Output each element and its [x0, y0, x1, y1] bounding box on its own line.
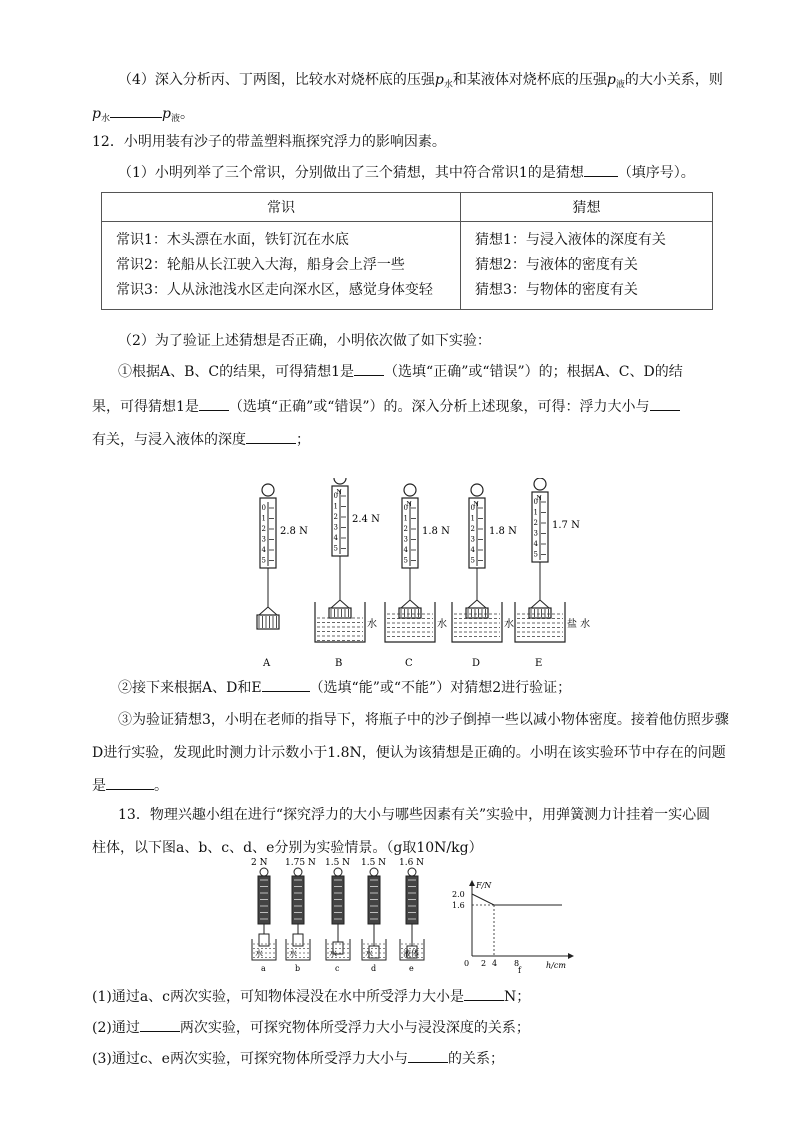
panel-letter: f	[518, 966, 521, 974]
scale-tick-label: 2	[470, 525, 475, 533]
force-reading: 1.8 N	[422, 526, 450, 537]
q11-part4-line2: $p_水$ $p_液$。	[92, 106, 194, 124]
facts-guesses-table	[101, 192, 713, 310]
panel-letter: C	[405, 658, 413, 669]
scale-tick-label: 2	[403, 525, 408, 533]
scale-tick-label: 5	[403, 556, 408, 565]
scale-body	[292, 876, 304, 924]
scale-ring	[534, 478, 546, 490]
panel-letter: c	[335, 964, 340, 973]
panel-letter: E	[535, 658, 543, 669]
x-axis-label: h/cm	[546, 961, 566, 970]
sand-bottle	[529, 608, 551, 618]
scale-ring	[262, 484, 274, 496]
spring-scale	[452, 484, 517, 669]
cylinder	[259, 934, 269, 946]
force-reading: 1.75 N	[285, 858, 316, 868]
facts-cell	[102, 222, 461, 310]
guess-3: 猜想3：与物体的密度有关	[475, 282, 638, 298]
scale-tick-label: 3	[533, 529, 538, 538]
answer-blank[interactable]	[110, 105, 162, 118]
scale-tick-label: 2	[261, 525, 266, 533]
q12-step1-line2: 果，可得猜想1是 （选填“正确”或“错误”）的。深入分析上述现象，可得：浮力大小与	[92, 397, 710, 419]
scale-ring	[370, 868, 378, 876]
panel-letter: b	[295, 964, 301, 973]
small-spring-scale	[361, 858, 386, 973]
x-tick-label: 4	[492, 959, 498, 968]
scale-body	[368, 876, 380, 924]
x-tick-label: 2	[481, 959, 487, 968]
q12-step1-line3: 有关，与浸入液体的深度 ；	[92, 432, 310, 448]
sand-bottle	[257, 615, 279, 629]
scale-tick-label: 1	[333, 502, 338, 511]
answer-blank[interactable]	[262, 679, 310, 692]
panel-letter: d	[371, 964, 377, 973]
panel-letter: a	[261, 964, 266, 973]
q12-step3-line2: D进行实验，发现此时测力计示数小于1.8N，便认为该猜想是正确的。小明在该实验环节中存在的问题	[92, 745, 726, 761]
panel-letter: e	[409, 964, 414, 973]
fact-1: 常识1：木头漂在水面，铁钉沉在水底	[116, 232, 349, 248]
small-spring-scale	[325, 858, 350, 973]
small-spring-scale	[399, 858, 424, 973]
scale-tick-label: 4	[333, 534, 338, 542]
liquid-label: 水	[329, 949, 337, 958]
buoyancy-experiment-figure	[240, 856, 590, 974]
q13-part2: (2)通过 两次实验，可探究物体所受浮力大小与浸没深度的关系；	[92, 1020, 530, 1036]
guess-2: 猜想2：与液体的密度有关	[475, 257, 638, 273]
q13-part3: (3)通过c、e两次实验，可探究物体所受浮力大小与 的关系；	[92, 1051, 504, 1067]
bottle-strings	[331, 600, 349, 608]
scale-tick-label: 0	[403, 504, 408, 512]
force-reading: 1.5 N	[325, 858, 351, 868]
liquid-label: 液体	[403, 949, 419, 958]
force-reading: 1.5 N	[361, 858, 387, 868]
fact-2: 常识2：轮船从长江驶入大海，船身会上浮一些	[116, 257, 405, 273]
bottle-strings	[401, 600, 419, 608]
y-tick-label: 1.6	[452, 901, 465, 910]
y-axis-arrow	[469, 880, 475, 886]
guesses-cell	[461, 222, 713, 310]
q12-title: 12．小明用装有沙子的带盖塑料瓶探究浮力的影响因素。	[92, 134, 446, 150]
small-spring-scale	[285, 858, 316, 973]
scale-ring	[471, 484, 483, 496]
force-reading: 2.8 N	[280, 526, 308, 537]
q12-step3-line3: 是 。	[92, 778, 168, 794]
scale-tick-label: 1	[470, 514, 475, 523]
liquid-label: 盐 水	[567, 619, 590, 630]
liquid-label: 水	[289, 949, 297, 958]
q13-line1: 13．物理兴趣小组在进行“探究浮力的大小与哪些因素有关”实验中，用弹簧测力计挂着一实心圆	[118, 807, 711, 823]
scale-tick-label: 3	[261, 535, 266, 544]
answer-blank[interactable]	[584, 164, 618, 177]
scale-tick-label: 0	[470, 504, 475, 512]
liquid-label: 水	[437, 619, 447, 630]
liquid-label: 水	[255, 949, 263, 958]
pressure-symbol: p	[434, 72, 444, 88]
spring-scale	[257, 484, 308, 669]
q13-line2: 柱体，以下图a、b、c、d、e分别为实验情景。（g取10N/kg）	[92, 840, 483, 856]
scale-tick-label: 0	[533, 498, 538, 506]
bottle-strings	[259, 607, 277, 615]
answer-blank[interactable]	[199, 398, 229, 411]
force-reading: 2 N	[251, 858, 268, 868]
scale-body	[258, 876, 270, 924]
force-reading: 1.7 N	[552, 520, 580, 531]
scale-tick-label: 2	[533, 519, 538, 527]
q12-part2: （2）为了验证上述猜想是否正确，小明依次做了如下实验：	[118, 333, 491, 349]
scale-tick-label: 1	[261, 514, 266, 523]
scale-body	[406, 876, 418, 924]
table-header-guesses: 猜想	[461, 193, 713, 222]
answer-blank[interactable]	[140, 1019, 180, 1032]
force-depth-graph	[452, 880, 574, 974]
scale-tick-label: 2	[333, 513, 338, 521]
scale-tick-label: 4	[533, 540, 538, 548]
q12-step1-line1: ①根据A、B、C的结果，可得猜想1是 （选填“正确”或“错误”）的；根据A、C、D的结	[118, 364, 683, 380]
answer-blank[interactable]	[246, 431, 296, 444]
scale-tick-label: 0	[333, 492, 338, 500]
spring-scale	[385, 484, 450, 669]
small-spring-scale	[251, 858, 276, 973]
liquid-label: 水	[504, 619, 514, 630]
scale-tick-label: 1	[403, 514, 408, 523]
scale-ring	[334, 868, 342, 876]
x-tick-label: 0	[464, 959, 470, 968]
scale-tick-label: 5	[261, 556, 266, 565]
answer-blank[interactable]	[408, 1050, 448, 1063]
panel-letter: D	[472, 658, 481, 669]
spring-scale-experiment-figure	[230, 478, 590, 673]
force-curve	[472, 894, 562, 905]
scale-ring	[334, 478, 346, 484]
liquid-label: 水	[365, 949, 373, 958]
force-reading: 1.6 N	[399, 858, 425, 868]
sand-bottle	[329, 608, 351, 618]
q11-part4-line1: （4）深入分析丙、丁两图，比较水对烧杯底的压强$p_水$和某液体对烧杯底的压强$p_液$的大小关系，则	[118, 72, 723, 90]
scale-top-n: N	[473, 501, 479, 508]
answer-blank[interactable]	[354, 363, 384, 376]
scale-tick-label: 1	[533, 508, 538, 517]
q12-step3-line1: ③为验证猜想3，小明在老师的指导下，将瓶子中的沙子倒掉一些以减小物体密度。接着他仿照步骤	[118, 712, 729, 728]
spring-scale	[315, 478, 380, 669]
scale-ring	[294, 868, 302, 876]
scale-body	[332, 876, 344, 924]
table-header-facts: 常识	[102, 193, 461, 222]
fact-3: 常识3：人从泳池浅水区走向深水区，感觉身体变轻	[116, 282, 433, 298]
x-axis-arrow	[568, 953, 574, 959]
answer-blank[interactable]	[464, 988, 504, 1001]
liquid-label: 水	[367, 619, 377, 630]
scale-top-n: N	[406, 501, 412, 508]
answer-blank[interactable]	[106, 777, 154, 790]
scale-tick-label: 4	[261, 546, 266, 554]
sand-bottle	[466, 608, 488, 618]
scale-tick-label: 4	[403, 546, 408, 554]
q12-part1: （1）小明列举了三个常识，分别做出了三个猜想，其中符合常识1的是猜想 （填序号）。	[118, 165, 695, 181]
scale-top-n: N	[536, 495, 542, 502]
cylinder	[293, 934, 303, 946]
scale-ring	[260, 868, 268, 876]
scale-ring	[404, 484, 416, 496]
scale-tick-label: 3	[333, 523, 338, 532]
scale-tick-label: 0	[261, 504, 266, 512]
x-tick-label: 8	[514, 959, 520, 968]
scale-top-n: N	[336, 489, 342, 496]
spring-scale	[515, 478, 590, 669]
sand-bottle	[399, 608, 421, 618]
scale-tick-label: 5	[533, 550, 538, 559]
scale-tick-label: 3	[403, 535, 408, 544]
force-reading: 2.4 N	[352, 514, 380, 525]
panel-letter: B	[335, 658, 343, 669]
scale-tick-label: 5	[333, 544, 338, 553]
scale-ring	[408, 868, 416, 876]
q12-step2: ②接下来根据A、D和E （选填“能”或“不能”）对猜想2进行验证；	[118, 680, 572, 696]
scale-tick-label: 5	[470, 556, 475, 565]
guess-1: 猜想1：与浸入液体的深度有关	[475, 232, 666, 248]
y-tick-label: 2.0	[452, 890, 465, 899]
scale-tick-label: 3	[470, 535, 475, 544]
answer-blank[interactable]	[650, 398, 680, 411]
bottle-strings	[531, 600, 549, 608]
q13-part1: (1)通过a、c两次实验，可知物体浸没在水中所受浮力大小是 N；	[92, 989, 531, 1005]
bottle-strings	[468, 600, 486, 608]
force-reading: 1.8 N	[489, 526, 517, 537]
panel-letter: A	[263, 658, 271, 669]
y-axis-label: F/N	[476, 881, 492, 890]
scale-tick-label: 4	[470, 546, 475, 554]
